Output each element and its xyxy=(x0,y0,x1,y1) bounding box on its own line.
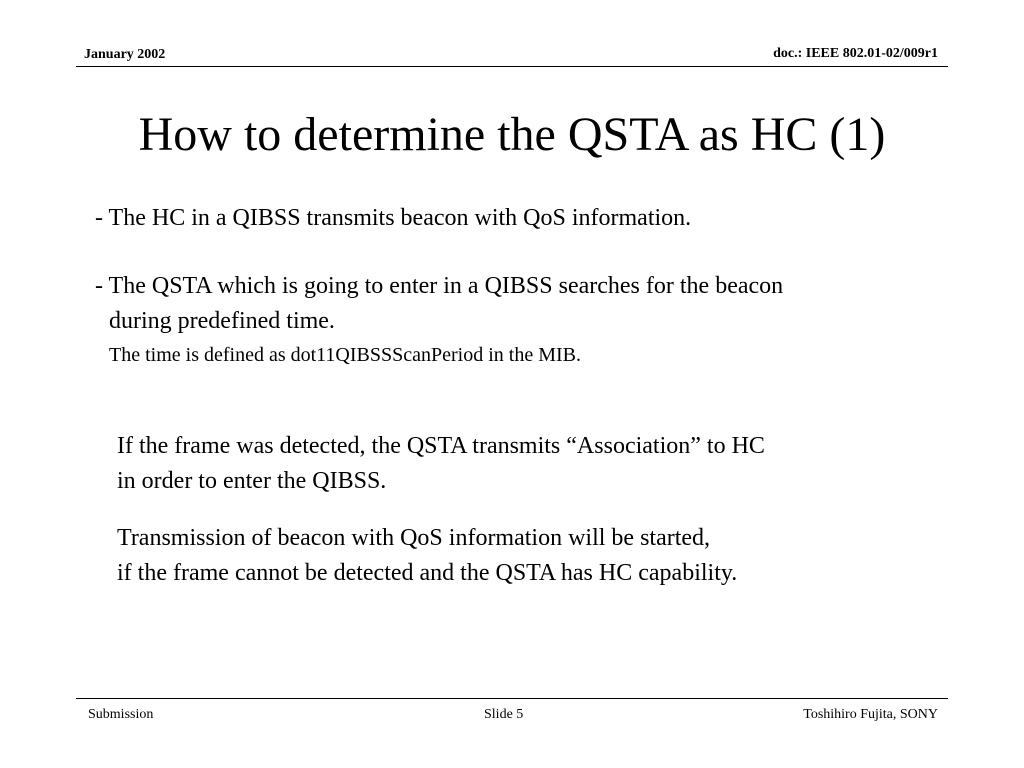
detected-paragraph-line2: in order to enter the QIBSS. xyxy=(117,468,387,494)
bullet-qsta-search-line2: during predefined time. xyxy=(109,308,335,334)
footer-submission: Submission xyxy=(88,707,154,722)
bullet-qsta-search-line1: - The QSTA which is going to enter in a QIBSS searches for the beacon xyxy=(95,273,784,299)
header-divider xyxy=(76,66,948,67)
footer-divider xyxy=(76,698,948,699)
mib-note: The time is defined as dot11QIBSSScanPeriod in the MIB. xyxy=(109,344,581,366)
detected-paragraph-line1: If the frame was detected, the QSTA transmits “Association” to HC xyxy=(117,433,765,459)
not-detected-paragraph-line2: if the frame cannot be detected and the QSTA has HC capability. xyxy=(117,560,738,586)
bullet-hc-beacon: - The HC in a QIBSS transmits beacon with QoS information. xyxy=(95,205,692,231)
slide-title: How to determine the QSTA as HC (1) xyxy=(138,108,886,161)
footer-slide-number: Slide 5 xyxy=(484,707,524,722)
header-date: January 2002 xyxy=(84,47,166,62)
header-doc-id: doc.: IEEE 802.01-02/009r1 xyxy=(773,46,938,61)
footer-author: Toshihiro Fujita, SONY xyxy=(803,707,938,722)
not-detected-paragraph-line1: Transmission of beacon with QoS information will be started, xyxy=(117,525,711,551)
